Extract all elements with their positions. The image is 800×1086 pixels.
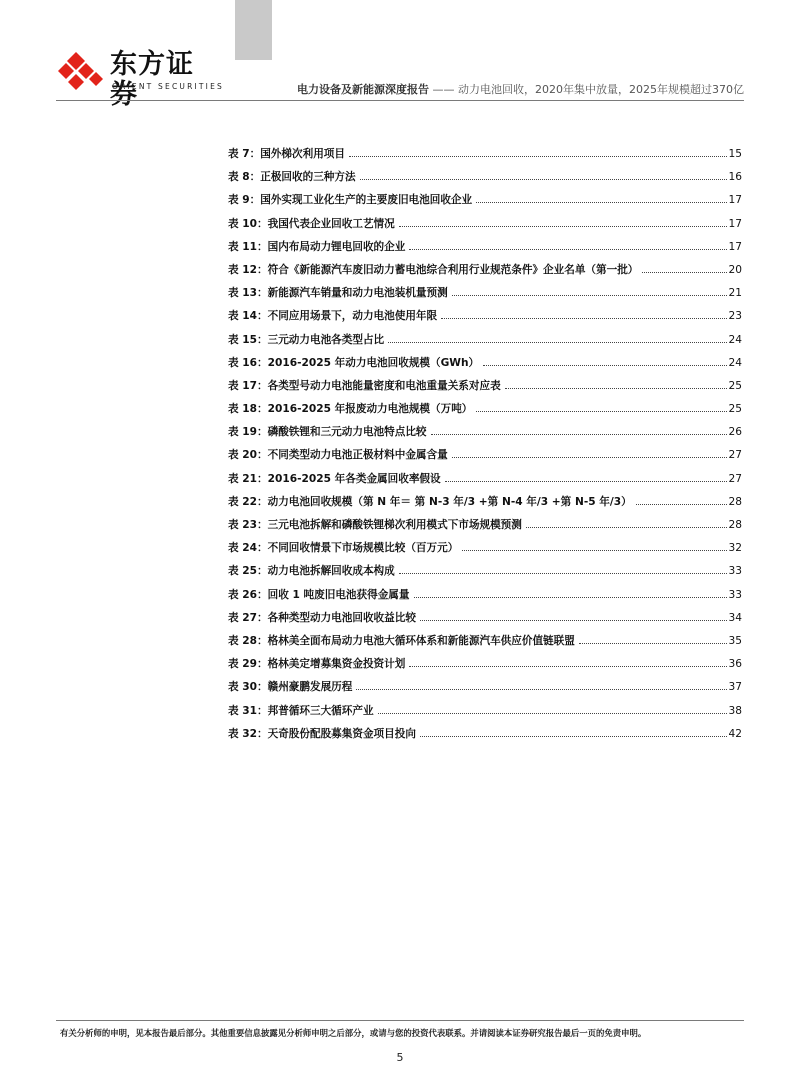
toc-entry-label: 表 9：国外实现工业化生产的主要废旧电池回收企业	[228, 194, 473, 207]
toc-entry[interactable]	[228, 517, 742, 540]
toc-entry-label: 表 30：赣州豪鹏发展历程	[228, 681, 353, 694]
toc-entry-page: 17	[728, 240, 742, 253]
header-divider	[56, 100, 744, 101]
toc-entry[interactable]	[228, 146, 742, 169]
toc-leader-dots	[349, 156, 727, 157]
toc-entry[interactable]	[228, 494, 742, 517]
toc-leader-dots	[452, 457, 727, 458]
toc-entry[interactable]	[228, 355, 742, 378]
toc-leader-dots	[414, 597, 727, 598]
toc-entry-label: 表 26：回收 1 吨废旧电池获得金属量	[228, 588, 410, 601]
toc-entry-page: 17	[728, 194, 742, 207]
toc-entry-label: 表 12：符合《新能源汽车废旧动力蓄电池综合利用行业规范条件》企业名单（第一批）	[228, 263, 639, 276]
toc-entry-page: 28	[728, 519, 742, 531]
toc-entry[interactable]	[228, 285, 742, 308]
toc-entry[interactable]	[228, 656, 742, 679]
toc-leader-dots	[476, 202, 726, 203]
toc-entry-label: 表 15：三元动力电池各类型占比	[228, 333, 385, 346]
toc-leader-dots	[579, 643, 727, 644]
toc-entry-label: 表 28：格林美全面布局动力电池大循环体系和新能源汽车供应价值链联盟	[228, 634, 575, 647]
toc-entry-page: 27	[728, 472, 742, 485]
toc-entry-label: 表 32：天奇股份配股募集资金项目投向	[228, 727, 416, 740]
toc-leader-dots	[388, 342, 726, 343]
toc-entry[interactable]	[228, 563, 742, 586]
toc-entry[interactable]	[228, 610, 742, 633]
toc-entry[interactable]	[228, 679, 742, 702]
toc-entry-label: 表 19：磷酸铁锂和三元动力电池特点比较	[228, 426, 427, 439]
toc-entry[interactable]	[228, 540, 742, 563]
toc-entry-label: 表 16：2016-2025 年动力电池回收规模（GWh）	[228, 356, 480, 369]
toc-leader-dots	[636, 504, 727, 505]
toc-leader-dots	[356, 689, 726, 690]
toc-entry-page: 36	[728, 658, 742, 671]
toc-entry-page: 25	[728, 379, 742, 392]
toc-entry-page: 15	[728, 148, 742, 160]
toc-entry-label: 表 17：各类型号动力电池能量密度和电池重量关系对应表	[228, 379, 501, 392]
toc-leader-dots	[420, 620, 727, 621]
footer-disclaimer: 有关分析师的申明，见本报告最后部分。其他重要信息披露见分析师申明之后部分，或请与您的投资代表联系。并请阅读本证券研究报告最后一页的免责申明。	[60, 1028, 647, 1038]
toc-leader-dots	[441, 318, 726, 319]
toc-entry-page: 34	[728, 611, 742, 624]
toc-leader-dots	[505, 388, 727, 389]
toc-entry-label: 表 27：各种类型动力电池回收收益比较	[228, 611, 416, 624]
toc-entry-label: 表 11：国内布局动力锂电回收的企业	[228, 240, 406, 253]
toc-entry[interactable]	[228, 378, 742, 401]
table-of-contents	[228, 146, 742, 749]
header-separator: ——	[429, 83, 459, 96]
report-header	[297, 81, 744, 97]
toc-entry[interactable]	[228, 633, 742, 656]
orient-securities-logo-icon	[56, 50, 108, 94]
toc-entry-page: 17	[728, 217, 742, 230]
toc-leader-dots	[445, 481, 727, 482]
toc-entry[interactable]	[228, 424, 742, 447]
toc-entry-page: 33	[728, 588, 742, 601]
toc-entry-label: 表 13：新能源汽车销量和动力电池装机量预测	[228, 287, 448, 300]
footer-divider	[56, 1020, 744, 1021]
toc-entry-page: 35	[728, 634, 742, 647]
toc-entry-page: 28	[728, 495, 742, 508]
report-type: 电力设备及新能源深度报告	[297, 83, 430, 96]
toc-leader-dots	[378, 713, 727, 714]
toc-entry[interactable]	[228, 447, 742, 470]
toc-entry-page: 25	[728, 403, 742, 416]
toc-leader-dots	[409, 666, 726, 667]
toc-leader-dots	[476, 411, 726, 412]
toc-entry-page: 32	[728, 542, 742, 555]
company-logo	[56, 49, 224, 110]
toc-leader-dots	[420, 736, 727, 737]
toc-entry[interactable]	[228, 216, 742, 239]
toc-entry-page: 24	[728, 356, 742, 369]
toc-entry-page: 42	[728, 727, 742, 740]
toc-entry[interactable]	[228, 308, 742, 331]
toc-entry-label: 表 7：国外梯次利用项目	[228, 148, 345, 160]
toc-leader-dots	[360, 179, 727, 180]
toc-leader-dots	[399, 573, 727, 574]
header-grey-tab	[235, 0, 272, 60]
toc-entry-page: 23	[728, 310, 742, 323]
toc-entry[interactable]	[228, 239, 742, 262]
toc-entry-page: 20	[728, 263, 742, 276]
page-number: 5	[396, 1051, 404, 1064]
brand-name-en: ORIENT SECURITIES	[112, 82, 224, 91]
toc-entry-label: 表 29：格林美定增募集资金投资计划	[228, 658, 406, 671]
toc-leader-dots	[462, 550, 726, 551]
toc-leader-dots	[409, 249, 726, 250]
toc-entry[interactable]	[228, 401, 742, 424]
toc-entry[interactable]	[228, 169, 742, 192]
toc-entry[interactable]	[228, 726, 742, 749]
toc-entry-page: 37	[728, 681, 742, 694]
toc-entry-label: 表 22：动力电池回收规模（第 N 年＝ 第 N-3 年/3 +第 N-4 年/3 +第 N-5 年/3）	[228, 495, 632, 508]
toc-entry[interactable]	[228, 262, 742, 285]
toc-entry-label: 表 24：不同回收情景下市场规模比较（百万元）	[228, 542, 459, 555]
toc-entry[interactable]	[228, 471, 742, 494]
report-title: 动力电池回收，2020年集中放量，2025年规模超过370亿	[458, 83, 744, 96]
toc-entry-label: 表 21：2016-2025 年各类金属回收率假设	[228, 472, 441, 485]
toc-entry-page: 16	[728, 171, 742, 184]
toc-entry-label: 表 23：三元电池拆解和磷酸铁锂梯次利用模式下市场规模预测	[228, 519, 522, 531]
toc-entry[interactable]	[228, 587, 742, 610]
toc-entry-label: 表 8：正极回收的三种方法	[228, 171, 356, 184]
toc-entry[interactable]	[228, 703, 742, 726]
toc-entry-page: 27	[728, 449, 742, 462]
toc-entry-label: 表 14：不同应用场景下，动力电池使用年限	[228, 310, 438, 323]
toc-entry-page: 21	[728, 287, 742, 300]
toc-entry-label: 表 20：不同类型动力电池正极材料中金属含量	[228, 449, 448, 462]
toc-leader-dots	[399, 226, 727, 227]
toc-entry-page: 38	[728, 704, 742, 717]
toc-entry-label: 表 18：2016-2025 年报废动力电池规模（万吨）	[228, 403, 473, 416]
toc-entry-page: 24	[728, 333, 742, 346]
toc-entry[interactable]	[228, 332, 742, 355]
toc-leader-dots	[452, 295, 727, 296]
toc-entry[interactable]	[228, 192, 742, 215]
brand-name-cn: 东方证券	[110, 49, 194, 110]
toc-leader-dots	[642, 272, 726, 273]
toc-leader-dots	[526, 527, 727, 528]
toc-entry-page: 33	[728, 565, 742, 578]
toc-entry-label: 表 10：我国代表企业回收工艺情况	[228, 217, 395, 230]
toc-entry-page: 26	[728, 426, 742, 439]
toc-entry-label: 表 25：动力电池拆解回收成本构成	[228, 565, 395, 578]
toc-leader-dots	[483, 365, 726, 366]
toc-entry-label: 表 31：邦普循环三大循环产业	[228, 704, 374, 717]
toc-leader-dots	[431, 434, 727, 435]
